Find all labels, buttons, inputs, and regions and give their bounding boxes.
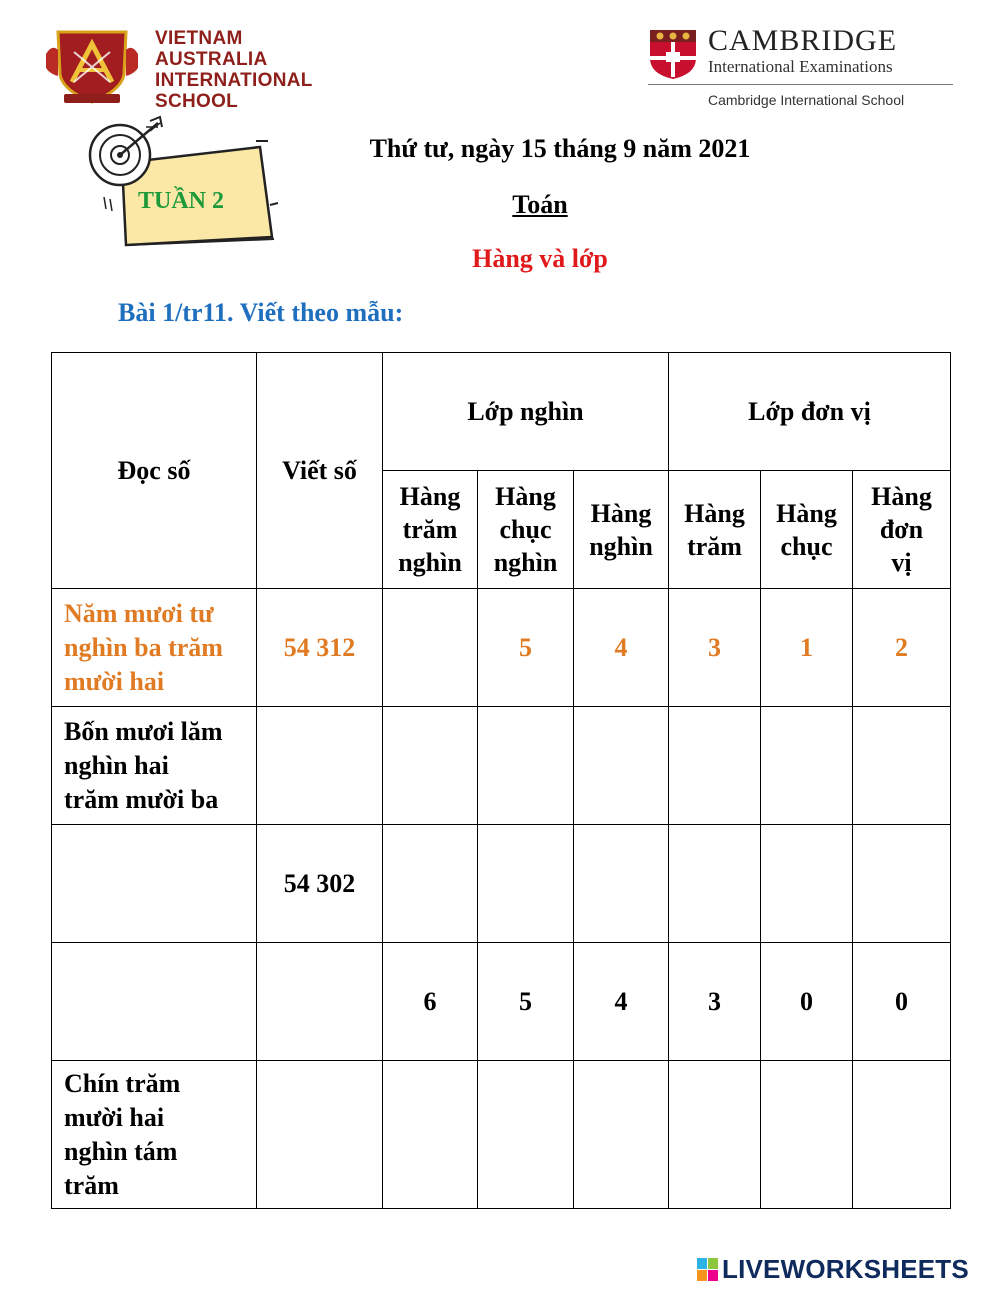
digit-cell: 5 [478,589,574,707]
header-read: Đọc số [52,353,257,589]
digit-answer-cell[interactable] [853,1061,951,1209]
cambridge-school: Cambridge International School [708,92,905,108]
place-value-table [51,352,951,1209]
digit-cell: 5 [478,943,574,1061]
digit-answer-cell[interactable] [574,1061,669,1209]
write-answer-cell[interactable] [257,707,383,825]
date-line: Thứ tư, ngày 15 tháng 9 năm 2021 [369,134,751,163]
digit-cell: 0 [761,943,853,1061]
digit-answer-cell[interactable] [669,1061,761,1209]
digit-cell: 6 [383,943,478,1061]
read-answer-cell[interactable] [52,943,257,1061]
place-header: Hàng nghìn [574,471,669,589]
read-cell: Năm mươi tư nghìn ba trăm mười hai [52,589,257,707]
digit-cell: 3 [669,943,761,1061]
read-answer-cell[interactable] [52,825,257,943]
digit-answer-cell[interactable] [574,825,669,943]
cambridge-title: CAMBRIDGE [708,24,898,57]
digit-cell: 1 [761,589,853,707]
digit-cell: 2 [853,589,951,707]
cambridge-subtitle: International Examinations [708,57,893,76]
write-answer-cell[interactable] [257,943,383,1061]
digit-answer-cell[interactable] [478,707,574,825]
vais-logo-icon [44,24,140,106]
cambridge-shield-icon [648,28,698,80]
place-header: Hàng đơn vị [853,471,951,589]
table-row [52,1061,951,1209]
digit-cell: 4 [574,943,669,1061]
digit-answer-cell[interactable] [574,707,669,825]
digit-cell: 4 [574,589,669,707]
lesson-title: Hàng và lớp [472,244,608,273]
week-badge: TUẦN 2 [138,188,225,214]
digit-cell: 0 [853,943,951,1061]
table-row [52,589,951,707]
digit-answer-cell[interactable] [669,825,761,943]
digit-answer-cell[interactable] [669,707,761,825]
school-name-line: AUSTRALIA [155,49,268,70]
group-thousands: Lớp nghìn [383,353,669,471]
place-header: Hàng chục [761,471,853,589]
digit-answer-cell[interactable] [761,707,853,825]
digit-answer-cell[interactable] [478,1061,574,1209]
group-units: Lớp đơn vị [669,353,951,471]
write-cell: 54 302 [257,825,383,943]
subject-title: Toán [512,190,568,219]
liveworksheets-logo-icon [697,1258,719,1282]
place-header: Hàng chục nghìn [478,471,574,589]
place-header: Hàng trăm nghìn [383,471,478,589]
digit-answer-cell[interactable] [383,1061,478,1209]
school-name [155,28,313,112]
table-row [52,707,951,825]
divider [648,84,953,85]
digit-answer-cell[interactable] [761,1061,853,1209]
exercise-heading: Bài 1/tr11. Viết theo mẫu: [118,298,404,327]
digit-answer-cell[interactable] [383,707,478,825]
school-name-line: SCHOOL [155,91,239,112]
digit-cell: 3 [669,589,761,707]
digit-answer-cell[interactable] [853,707,951,825]
digit-answer-cell[interactable] [383,825,478,943]
table-row [52,943,951,1061]
place-header: Hàng trăm [669,471,761,589]
digit-answer-cell[interactable] [478,825,574,943]
table-row [52,825,951,943]
digit-cell [383,589,478,707]
school-name-line: VIETNAM [155,28,243,49]
school-name-line: INTERNATIONAL [155,70,313,91]
read-cell: Chín trăm mười hai nghìn tám trăm [52,1061,257,1209]
write-cell: 54 312 [257,589,383,707]
digit-answer-cell[interactable] [853,825,951,943]
target-icon [80,115,280,250]
digit-answer-cell[interactable] [761,825,853,943]
footer-brand: LIVEWORKSHEETS [722,1254,969,1284]
write-answer-cell[interactable] [257,1061,383,1209]
read-cell: Bốn mươi lăm nghìn hai trăm mười ba [52,707,257,825]
header-write: Viết số [257,353,383,589]
